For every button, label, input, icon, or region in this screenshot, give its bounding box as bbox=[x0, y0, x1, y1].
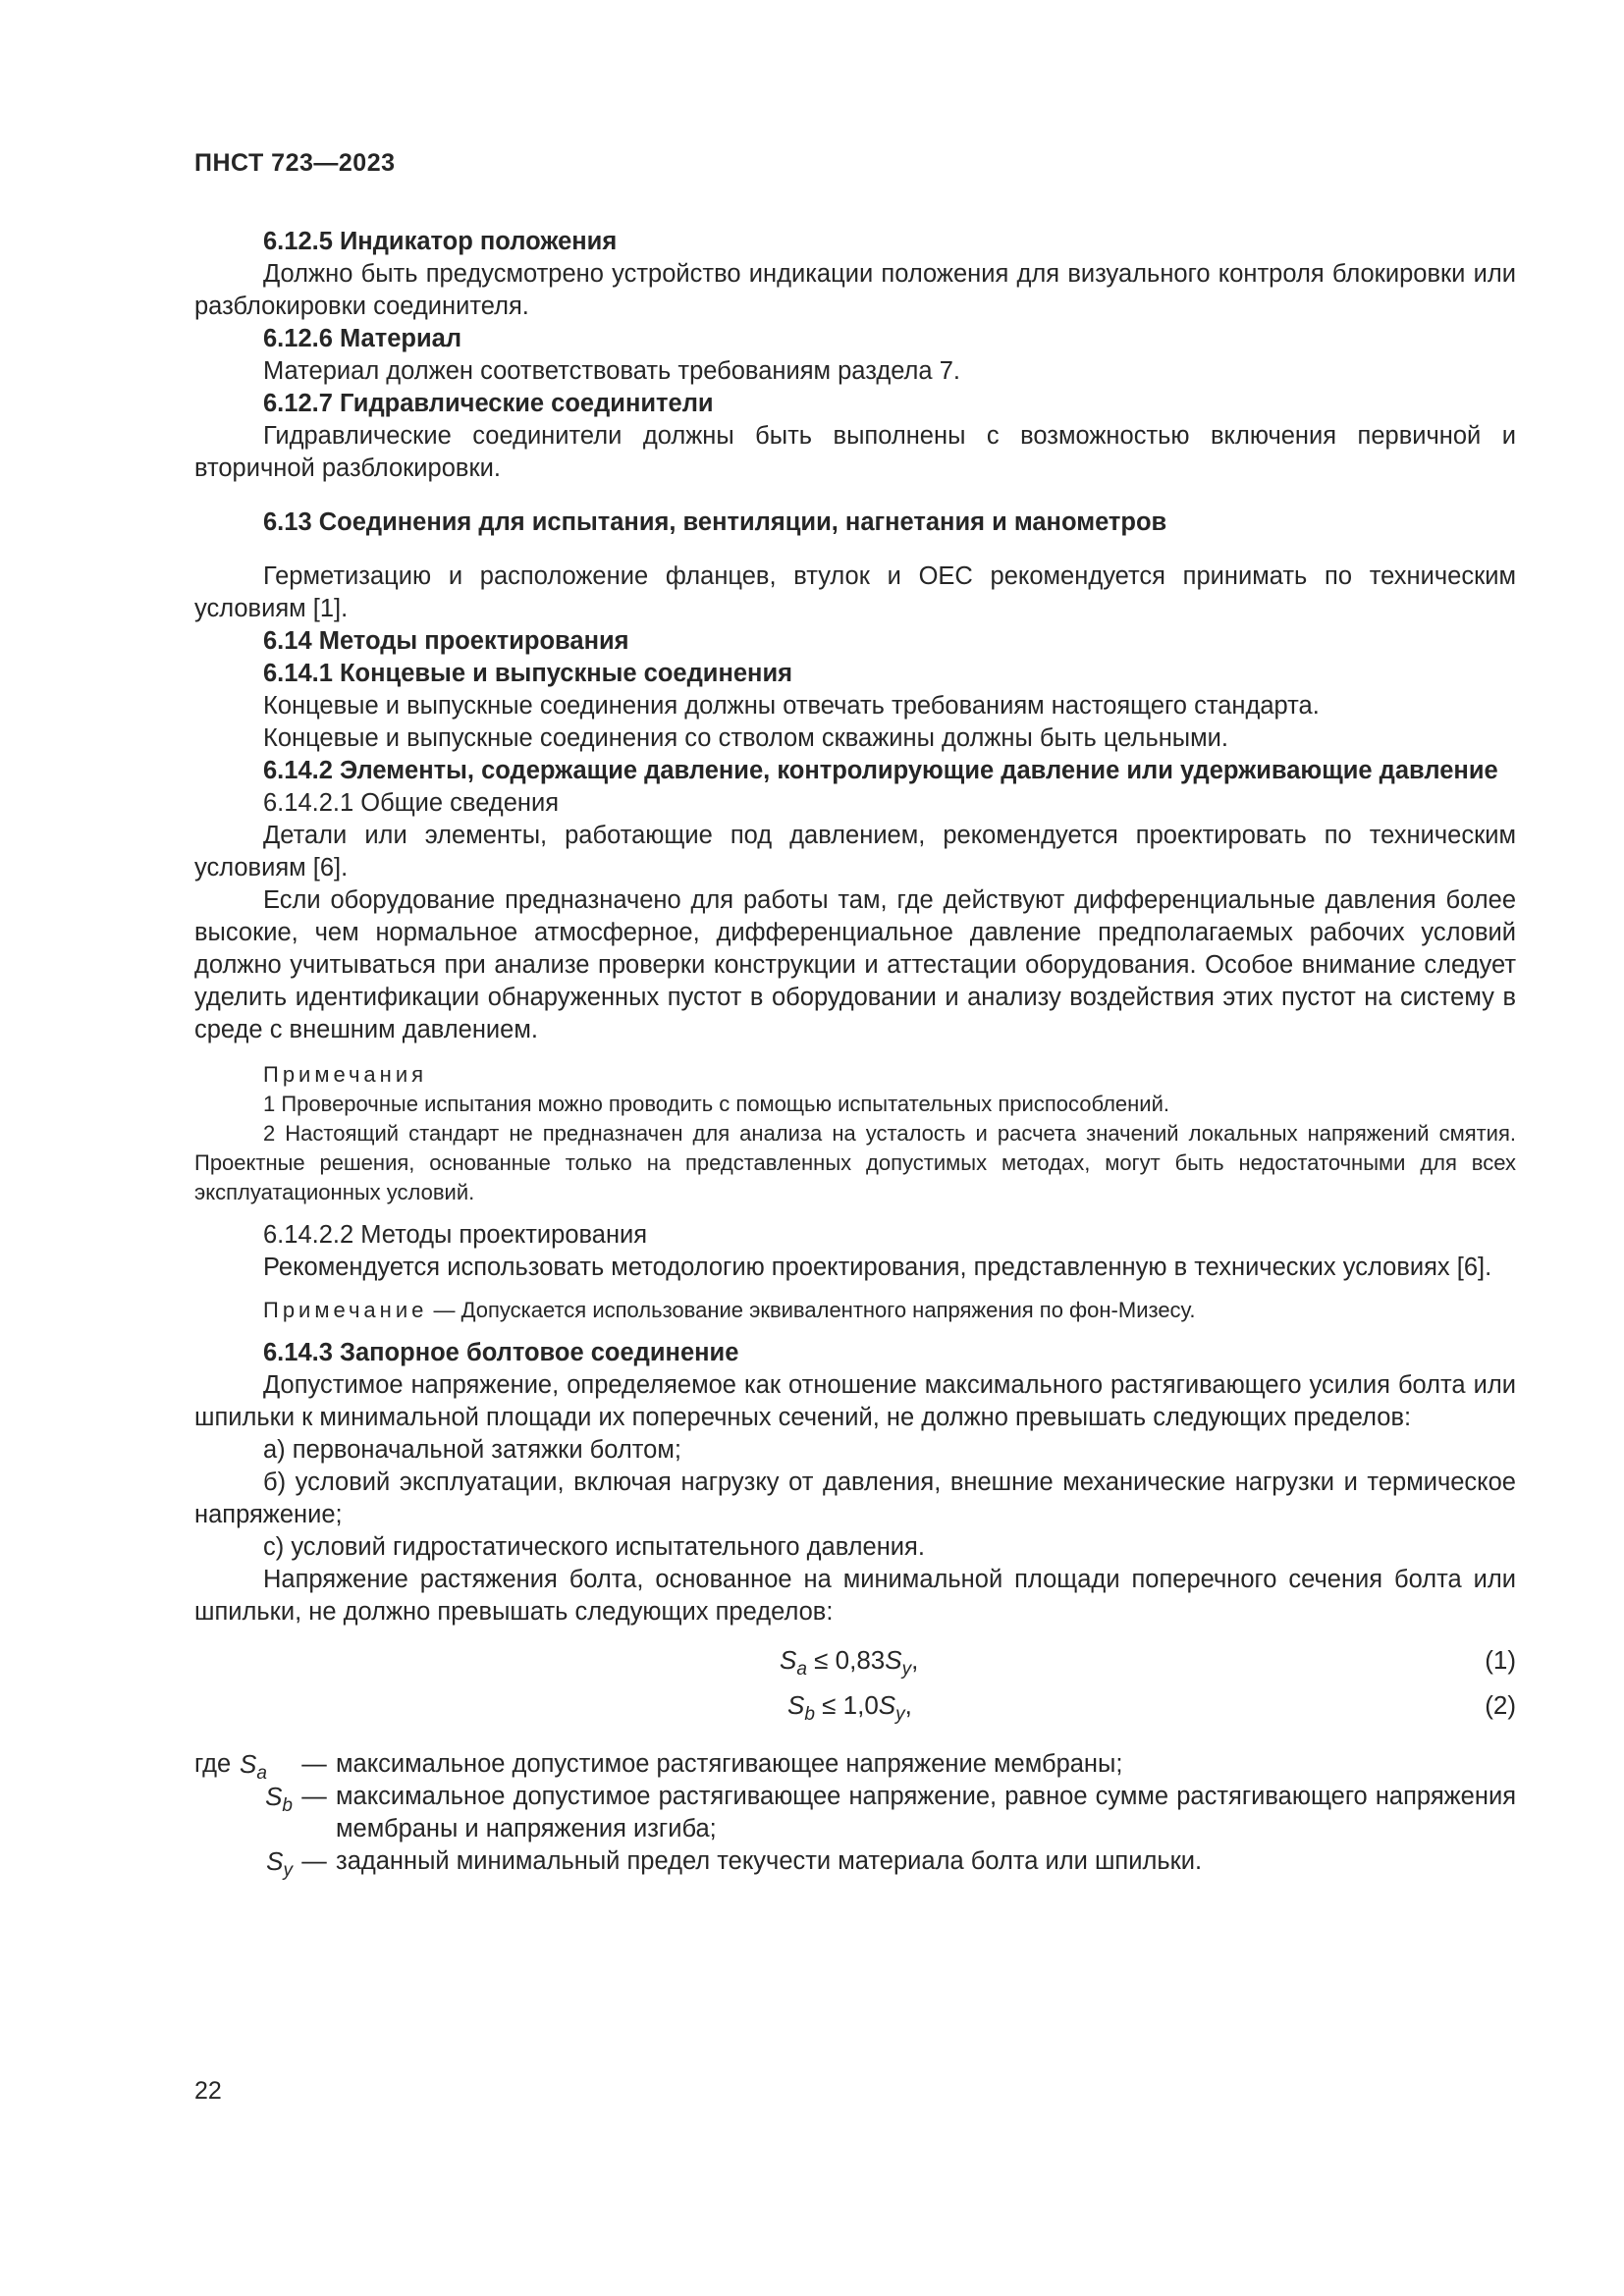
note-single bbox=[194, 1296, 1516, 1325]
page-number: 22 bbox=[194, 2077, 222, 2105]
definitions-list bbox=[194, 1748, 1516, 1881]
section-6-14-title: 6.14 Методы проектирования bbox=[263, 627, 629, 655]
formula-1-expression: $S_a \le 0,83S_y$, bbox=[780, 1645, 919, 1680]
section-6-14-1-text-1: Концевые и выпускные соединения должны отвечать требованиям настоящего стандарта. bbox=[263, 692, 1320, 720]
formula-2 bbox=[194, 1685, 1516, 1731]
definition-symbol: $S_b$ bbox=[265, 1782, 293, 1816]
section-6-14-2-2-text: Рекомендуется использовать методологию проектирования, представленную в технических условиях [6]. bbox=[263, 1254, 1492, 1281]
definition-sb bbox=[194, 1781, 1516, 1845]
section-6-14-3-title: 6.14.3 Запорное болтовое соединение bbox=[263, 1339, 739, 1366]
definition-text: максимальное допустимое растягивающее напряжение, равное сумме растягивающего напряжения мембраны и напряжения изгиба; bbox=[336, 1783, 1516, 1842]
definition-text: заданный минимальный предел текучести материала болта или шпильки. bbox=[336, 1847, 1203, 1875]
section-6-12-5-text: Должно быть предусмотрено устройство индикации положения для визуального контроля блокировки или разблокировки соединителя. bbox=[194, 260, 1516, 320]
section-6-13-title: 6.13 Соединения для испытания, вентиляции, нагнетания и манометров bbox=[263, 508, 1167, 536]
formula-2-expression: $S_b \le 1,0S_y$, bbox=[787, 1690, 912, 1725]
section-6-12-5-title: 6.12.5 Индикатор положения bbox=[263, 228, 618, 255]
definition-dash: — bbox=[301, 1783, 327, 1810]
where-label: где bbox=[194, 1750, 232, 1778]
section-6-14-1-title: 6.14.1 Концевые и выпускные соединения bbox=[263, 660, 792, 687]
page-content bbox=[194, 226, 1516, 1881]
list-item-b: б) условий эксплуатации, включая нагрузку от давления, внешние механические нагрузки и термическое напряжение; bbox=[194, 1468, 1516, 1528]
formula-2-number: (2) bbox=[1485, 1690, 1516, 1720]
section-6-14-3-text-1: Допустимое напряжение, определяемое как отношение максимального растягивающего усилия болта или шпильки к минимальной площади их поперечных сечений, не должно превышать следующих пределов: bbox=[194, 1371, 1516, 1431]
section-6-14-2-title: 6.14.2 Элементы, содержащие давление, контролирующие давление или удерживающие давление bbox=[263, 757, 1498, 784]
section-6-14-2-2-title: 6.14.2.2 Методы проектирования bbox=[263, 1221, 648, 1249]
section-6-12-6-text: Материал должен соответствовать требованиям раздела 7. bbox=[263, 357, 960, 385]
definition-symbol: $S_a$ bbox=[240, 1749, 267, 1784]
section-6-14-3-text-2: Напряжение растяжения болта, основанное на минимальной площади поперечного сечения болта или шпильки, не должно превышать следующих пределов: bbox=[194, 1566, 1516, 1626]
formula-1 bbox=[194, 1640, 1516, 1685]
notes-title: Примечания bbox=[263, 1062, 428, 1087]
definition-sa bbox=[194, 1748, 1516, 1784]
section-6-13-text: Герметизацию и расположение фланцев, втулок и OEC рекомендуется принимать по техническим условиям [1]. bbox=[194, 562, 1516, 622]
section-6-12-7-text: Гидравлические соединители должны быть выполнены с возможностью включения первичной и вторичной разблокировки. bbox=[194, 422, 1516, 482]
note-1: 1 Проверочные испытания можно проводить с помощью испытательных приспособлений. bbox=[263, 1092, 1169, 1116]
note-single-label: Примечание bbox=[263, 1298, 428, 1322]
formula-1-number: (1) bbox=[1485, 1645, 1516, 1675]
definition-sy bbox=[194, 1845, 1516, 1881]
definition-symbol: $S_y$ bbox=[266, 1846, 293, 1881]
list-item-a: а) первоначальной затяжки болтом; bbox=[263, 1436, 681, 1464]
definition-dash: — bbox=[301, 1750, 327, 1778]
section-6-14-2-1-title: 6.14.2.1 Общие сведения bbox=[263, 789, 560, 817]
definition-dash: — bbox=[301, 1847, 327, 1875]
note-single-text: — Допускается использование эквивалентного напряжения по фон-Мизесу. bbox=[427, 1298, 1196, 1322]
section-6-14-1-text-2: Концевые и выпускные соединения со стволом скважины должны быть цельными. bbox=[263, 724, 1228, 752]
section-6-14-2-1-text-1: Детали или элементы, работающие под давлением, рекомендуется проектировать по техническим условиям [6]. bbox=[194, 822, 1516, 881]
section-6-12-7-title: 6.12.7 Гидравлические соединители bbox=[263, 390, 714, 417]
section-6-14-2-1-text-2: Если оборудование предназначено для работы там, где действуют дифференциальные давления более высокие, чем нормальное атмосферное, дифференциальное давление предполагаемых рабочих условий должно учитываться при анализе проверки конструкции и аттестации оборудования. Особое внимание следует уделить идентификации обнаруженных пустот в оборудовании и анализу воздействия этих пустот на систему в среде с внешним давлением. bbox=[194, 886, 1516, 1043]
section-6-12-6-title: 6.12.6 Материал bbox=[263, 325, 462, 352]
list-item-c: с) условий гидростатического испытательного давления. bbox=[263, 1533, 925, 1561]
note-2: 2 Настоящий стандарт не предназначен для анализа на усталость и расчета значений локальных напряжений смятия. Проектные решения, основанные только на представленных допустимых методах, могут быть недостаточными для всех эксплуатационных условий. bbox=[194, 1121, 1516, 1204]
document-header: ПНСТ 723—2023 bbox=[194, 149, 396, 177]
definition-text: максимальное допустимое растягивающее напряжение мембраны; bbox=[336, 1750, 1123, 1778]
